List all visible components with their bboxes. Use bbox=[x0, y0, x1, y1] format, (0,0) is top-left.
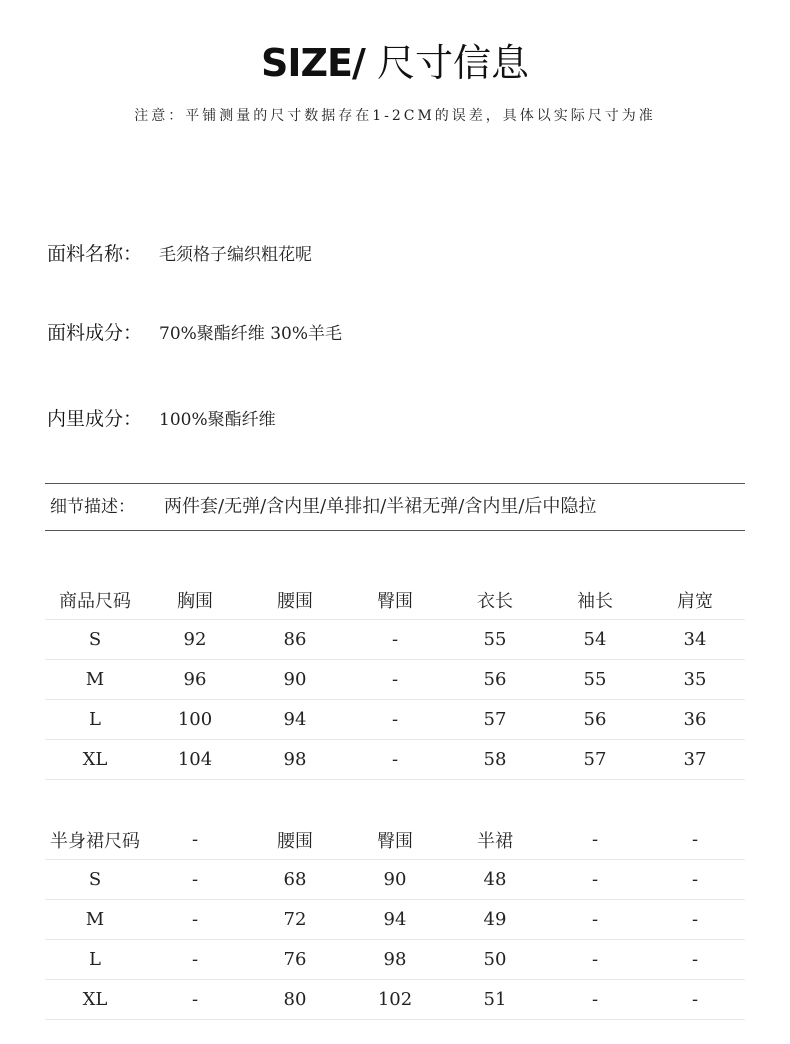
table-header-cell: 肩宽 bbox=[645, 580, 745, 620]
table-cell: 54 bbox=[545, 620, 645, 660]
table-header-cell: 臀围 bbox=[345, 820, 445, 860]
table-cell: 51 bbox=[445, 980, 545, 1020]
lining-composition-label: 内里成分： bbox=[47, 408, 143, 430]
table-cell: 49 bbox=[445, 900, 545, 940]
table-cell: 94 bbox=[245, 700, 345, 740]
table-cell: 50 bbox=[445, 940, 545, 980]
table-cell: 36 bbox=[645, 700, 745, 740]
table-cell: 56 bbox=[445, 660, 545, 700]
table-header-cell: 胸围 bbox=[145, 580, 245, 620]
table-cell: 56 bbox=[545, 700, 645, 740]
table-cell: 90 bbox=[245, 660, 345, 700]
table-cell: - bbox=[545, 940, 645, 980]
table-cell: 96 bbox=[145, 660, 245, 700]
table-cell: 57 bbox=[445, 700, 545, 740]
top-size-table bbox=[45, 580, 745, 780]
table-header-cell: 商品尺码 bbox=[45, 580, 145, 620]
table-header-cell: 腰围 bbox=[245, 820, 345, 860]
table-cell: S bbox=[45, 860, 145, 900]
details-value: 两件套/无弹/含内里/单排扣/半裙无弹/含内里/后中隐拉 bbox=[164, 496, 597, 517]
table-header-cell: - bbox=[545, 820, 645, 860]
table-row bbox=[45, 900, 745, 940]
table-cell: - bbox=[145, 940, 245, 980]
table-cell: S bbox=[45, 620, 145, 660]
table-cell: 68 bbox=[245, 860, 345, 900]
fabric-composition-row bbox=[47, 318, 342, 348]
table-cell: - bbox=[345, 660, 445, 700]
table-cell: L bbox=[45, 700, 145, 740]
table-cell: 98 bbox=[345, 940, 445, 980]
table-cell: - bbox=[345, 700, 445, 740]
table-row bbox=[45, 860, 745, 900]
lining-composition-value: 100%聚酯纤维 bbox=[159, 410, 276, 430]
table-row bbox=[45, 980, 745, 1020]
table-cell: 86 bbox=[245, 620, 345, 660]
details-label: 细节描述： bbox=[50, 497, 135, 517]
table-header-cell: 衣长 bbox=[445, 580, 545, 620]
table-cell: - bbox=[145, 980, 245, 1020]
table-cell: XL bbox=[45, 980, 145, 1020]
table-cell: M bbox=[45, 900, 145, 940]
table-cell: - bbox=[645, 860, 745, 900]
table-cell: - bbox=[645, 900, 745, 940]
table-cell: 72 bbox=[245, 900, 345, 940]
table-header-cell: 半裙 bbox=[445, 820, 545, 860]
table-cell: L bbox=[45, 940, 145, 980]
table-cell: 90 bbox=[345, 860, 445, 900]
fabric-composition-value: 70%聚酯纤维 30%羊毛 bbox=[159, 324, 342, 344]
table-cell: - bbox=[145, 900, 245, 940]
table-cell: 57 bbox=[545, 740, 645, 780]
table-cell: - bbox=[645, 980, 745, 1020]
fabric-name-row bbox=[47, 239, 312, 269]
table-cell: 34 bbox=[645, 620, 745, 660]
table-cell: M bbox=[45, 660, 145, 700]
table-header-cell: 腰围 bbox=[245, 580, 345, 620]
table-cell: 76 bbox=[245, 940, 345, 980]
table-row bbox=[45, 740, 745, 780]
table-row bbox=[45, 660, 745, 700]
table-cell: XL bbox=[45, 740, 145, 780]
table-cell: 37 bbox=[645, 740, 745, 780]
table-cell: - bbox=[345, 620, 445, 660]
table-cell: 55 bbox=[445, 620, 545, 660]
table-cell: 100 bbox=[145, 700, 245, 740]
skirt-size-table bbox=[45, 820, 745, 1020]
title-cn: 尺寸信息 bbox=[364, 41, 529, 85]
table-row bbox=[45, 940, 745, 980]
details-row bbox=[45, 483, 745, 531]
page-title bbox=[0, 38, 790, 88]
table-cell: 98 bbox=[245, 740, 345, 780]
table-cell: - bbox=[345, 740, 445, 780]
table-cell: 104 bbox=[145, 740, 245, 780]
table-cell: 102 bbox=[345, 980, 445, 1020]
table-header-cell: - bbox=[145, 820, 245, 860]
table-cell: 55 bbox=[545, 660, 645, 700]
table-header-row bbox=[45, 580, 745, 620]
table-row bbox=[45, 700, 745, 740]
table-cell: 92 bbox=[145, 620, 245, 660]
table-cell: 48 bbox=[445, 860, 545, 900]
fabric-name-label: 面料名称： bbox=[47, 243, 143, 265]
table-cell: 58 bbox=[445, 740, 545, 780]
measurement-notice: 注意：平铺测量的尺寸数据存在1-2CM的误差，具体以实际尺寸为准 bbox=[134, 108, 656, 124]
fabric-name-value: 毛须格子编织粗花呢 bbox=[159, 245, 312, 265]
table-cell: - bbox=[145, 860, 245, 900]
table-row bbox=[45, 620, 745, 660]
table-header-row bbox=[45, 820, 745, 860]
table-header-cell: 袖长 bbox=[545, 580, 645, 620]
table-header-cell: 半身裙尺码 bbox=[45, 820, 145, 860]
table-cell: - bbox=[645, 940, 745, 980]
fabric-composition-label: 面料成分： bbox=[47, 322, 143, 344]
table-cell: - bbox=[545, 860, 645, 900]
table-cell: 80 bbox=[245, 980, 345, 1020]
table-header-cell: 臀围 bbox=[345, 580, 445, 620]
table-cell: 35 bbox=[645, 660, 745, 700]
table-cell: 94 bbox=[345, 900, 445, 940]
table-header-cell: - bbox=[645, 820, 745, 860]
table-cell: - bbox=[545, 900, 645, 940]
title-en: SIZE/ bbox=[261, 41, 365, 85]
lining-composition-row bbox=[47, 404, 276, 434]
table-cell: - bbox=[545, 980, 645, 1020]
